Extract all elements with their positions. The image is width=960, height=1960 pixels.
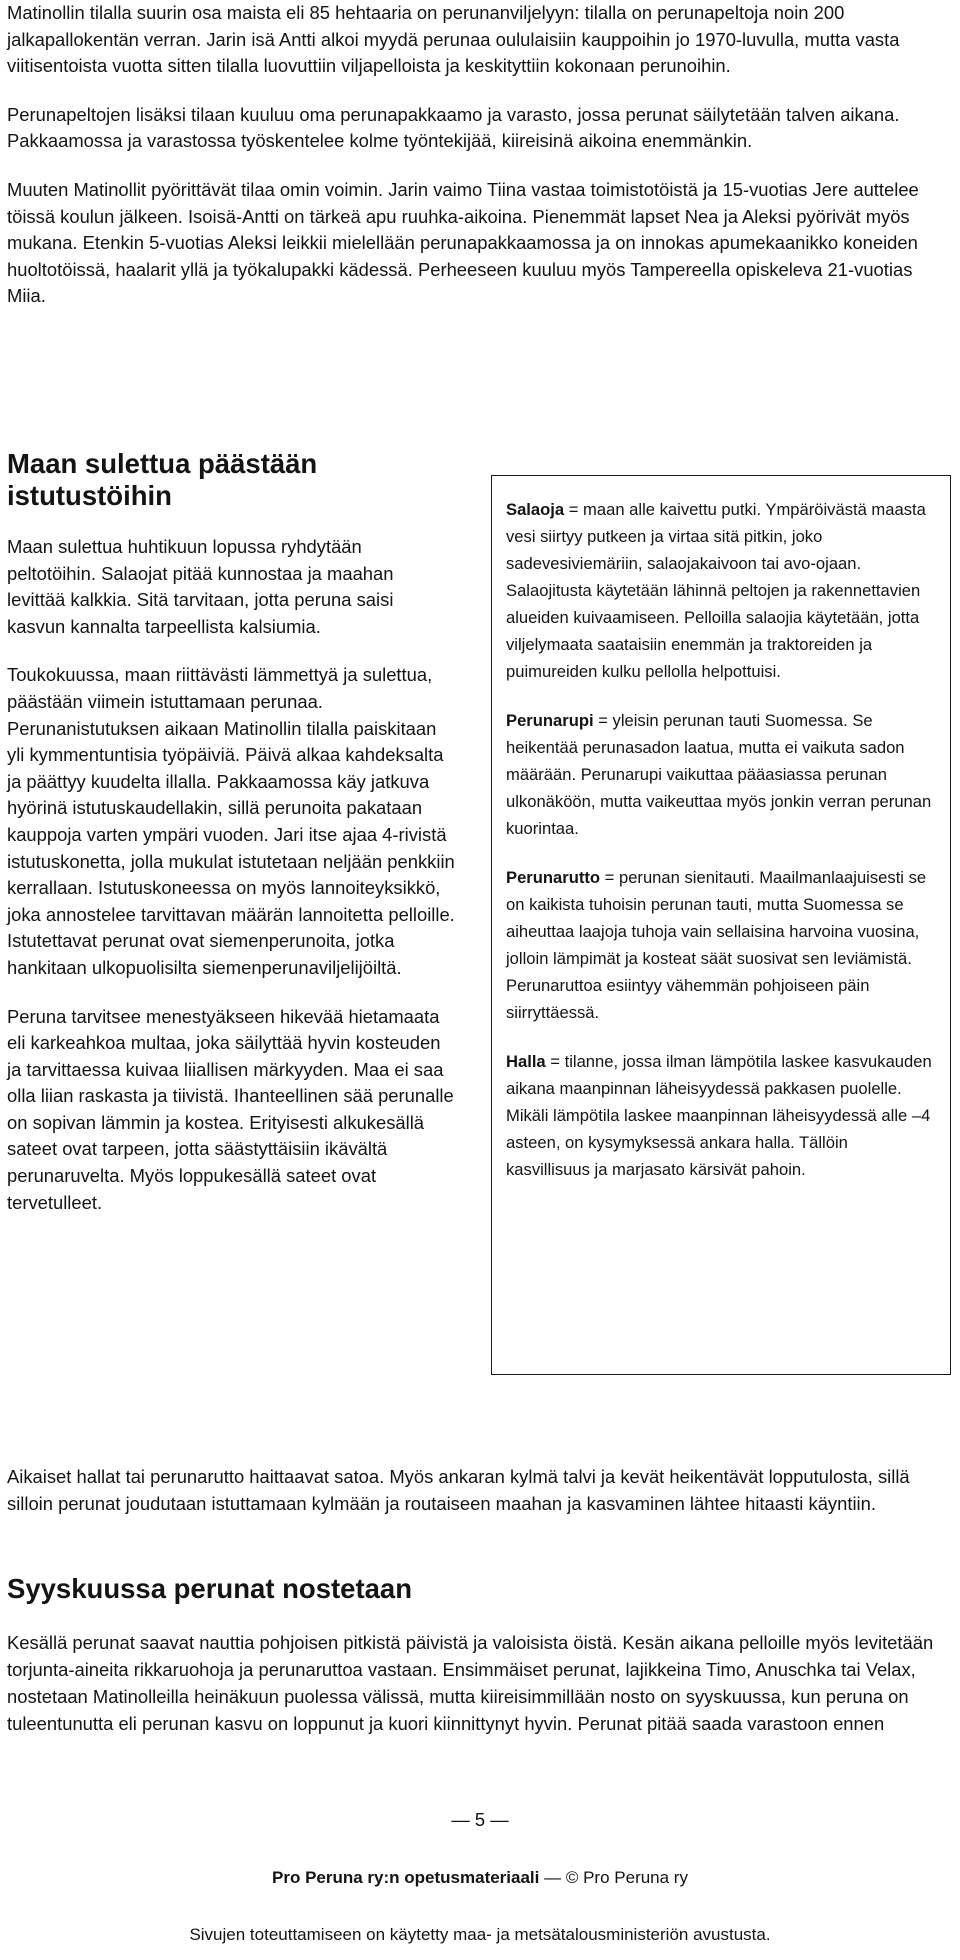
publisher-label: Pro Peruna ry:n opetusmateriaali xyxy=(272,1868,540,1887)
harvest-paragraph: Kesällä perunat saavat nauttia pohjoisen pitkistä päivistä ja valoisista öistä. Kesän aikana pelloille myös levitetään torjunta-aineita rikkaruohoja ja perunaruttoa vastaan. Ensimmäiset perunat, lajikkeina Timo, Anuschka tai Velax, nostetaan Matinolleilla heinäkuun puolessa välissä, mutta kiireisimmillään nosto on syyskuussa, kun peruna on tuleentunutta eli perunan kasvu on loppunut ja kuori kiinnittynyt hyvin. Perunat pitää saada varastoon ennen xyxy=(7,1632,934,1734)
glossary-definition: tilanne, jossa ilman lämpötila laskee kasvukauden aikana maanpinnan läheisyydessä pakkasen puolelle. Mikäli lämpötila laskee maanpinnan läheisyydessä alle –4 asteen, on kysymyksessä ankara halla. Tällöin kasvillisuus ja marjasato kärsivät pahoin. xyxy=(506,1052,932,1179)
glossary-box xyxy=(491,475,951,1375)
planting-paragraph-3: Peruna tarvitsee menestyäkseen hikevää hietamaata eli karkeahkoa multaa, joka säilyttää hyvin kosteuden ja tarvittaessa kuivaa liiallisen märkyyden. Maa ei saa olla liian raskasta ja tiivistä. Ihanteellinen sää perunalle on sopivan lämmin ja kostea. Erityisesti alkukesällä sateet ovat tarpeen, jotta säästyttäisiin ikävältä perunaruvelta. Myös loppukesällä sateet ovat tervetulleet. xyxy=(7,1005,454,1213)
footer-dash: — xyxy=(539,1868,566,1887)
glossary-term: Salaoja xyxy=(506,500,565,519)
glossary-separator: = xyxy=(600,868,619,887)
glossary-term: Perunarupi xyxy=(506,711,594,730)
copyright-label: © Pro Peruna ry xyxy=(565,1868,688,1887)
page-number: — 5 — xyxy=(451,1809,509,1830)
glossary-term: Halla xyxy=(506,1052,546,1071)
intro-paragraph-1: Matinollin tilalla suurin osa maista eli 85 hehtaaria on perunanviljelyyn: tilalla on perunapeltoja noin 200 jalkapallokentän verran. Jarin isä Antti alkoi myydä perunaa oululaisiin kauppoihin jo 1970-luvulla, mutta vasta viitisentoista vuotta sitten tilalla luovuttiin viljapelloista ja keskityttiin kokonaan perunoihin. xyxy=(7,2,900,77)
harvest-section xyxy=(7,1573,947,1737)
glossary-item xyxy=(506,864,932,1026)
glossary-separator: = xyxy=(564,500,584,519)
glossary-item xyxy=(506,1048,932,1183)
frost-paragraph: Aikaiset hallat tai perunarutto haittaavat satoa. Myös ankaran kylmä talvi ja kevät heikentävät lopputulosta, sillä silloin perunat joudutaan istuttamaan kylmään ja routaiseen maahan ja kasvaminen lähtee hitaasti käyntiin. xyxy=(7,1466,910,1514)
section-heading: Maan sulettua päästään istutustöihin xyxy=(7,448,318,511)
planting-paragraph-1: Maan sulettua huhtikuun lopussa ryhdytään peltotöihin. Salaojat pitää kunnostaa ja maahan levittää kalkkia. Sitä tarvitaan, jotta peruna saisi kasvun kannalta tarpeellista kalsiumia. xyxy=(7,536,394,637)
footer-credits xyxy=(0,1868,960,1888)
glossary-definition: yleisin perunan tauti Suomessa. Se heikentää perunasadon laatua, mutta ei vaikuta sadon määrään. Perunarupi vaikuttaa pääasiassa perunan ulkonäköön, mutta vaikeuttaa myös jonkin verran perunan kuorintaa. xyxy=(506,711,932,838)
intro-paragraph-2: Perunapeltojen lisäksi tilaan kuuluu oma perunapakkaamo ja varasto, jossa perunat säilytetään talven aikana. Pakkaamossa ja varastossa työskentelee kolme työntekijää, kiireisinä aikoina enemmänkin. xyxy=(7,103,900,152)
glossary-separator: = xyxy=(593,711,613,730)
glossary-separator: = xyxy=(545,1052,565,1071)
glossary-definition: perunan sienitauti. Maailmanlaajuisesti se on kaikista tuhoisin perunan tauti, mutta Suomessa se aiheuttaa laajoja tuhoja vain sellaisina harvoina vuosina, jolloin lämpimät ja kosteat säät suosivat sen leviämistä. Perunaruttoa esiintyy vähemmän pohjoiseen päin siirryttäessä. xyxy=(506,868,927,1022)
section-heading: Syyskuussa perunat nostetaan xyxy=(7,1573,413,1604)
glossary-item xyxy=(506,707,932,842)
frost-paragraph-container xyxy=(7,1463,942,1517)
planting-section xyxy=(7,448,455,1238)
glossary-term: Perunarutto xyxy=(506,868,601,887)
glossary-definition: maan alle kaivettu putki. Ympäröivästä maasta vesi siirtyy putkeen ja virtaa sitä pitkin, joko sadevesiviemäriin, salaojakaivoon tai avo-ojaan. Salaojitusta käytetään lähinnä peltojen ja rakennettavien alueiden kuivaamiseen. Pelloilla salaojia käytetään, jotta viljelymaata saataisiin enemmän ja traktoreiden ja puimureiden kulku pellolla helpottuisi. xyxy=(506,500,926,681)
funding-note: Sivujen toteuttamiseen on käytetty maa- ja metsätalousministeriön avustusta. xyxy=(189,1925,771,1944)
intro-paragraph-3: Muuten Matinollit pyörittävät tilaa omin voimin. Jarin vaimo Tiina vastaa toimistotöistä ja 15-vuotias Jere auttelee töissä koulun jälkeen. Isoisä-Antti on tärkeä apu ruuhka-aikoina. Pienemmät lapset Nea ja Aleksi pyörivät myös mukana. Etenkin 5-vuotias Aleksi leikkii mielellään perunapakkaamossa ja on innokas apumekaanikko koneiden huoltotöissä, haalarit yllä ja työkalupakki kädessä. Perheeseen kuuluu myös Tampereella opiskeleva 21-vuotias Miia. xyxy=(7,178,919,307)
intro-section xyxy=(7,0,927,332)
planting-paragraph-2: Toukokuussa, maan riittävästi lämmettyä ja sulettua, päästään viimein istuttamaan perunaa. Perunanistutuksen aikaan Matinollin tilalla paiskitaan yli kymmentuntisia työpäiviä. Päivä alkaa kahdeksalta ja päättyy kuudelta illalla. Pakkaamossa käy jatkuva hyörinä istutuskaudellakin, sillä perunoita pakataan kauppoja varten ympäri vuoden. Jari itse ajaa 4-rivistä istutuskonetta, jolla mukulat istutetaan neljään penkkiin kerrallaan. Istutuskoneessa on myös lannoiteyksikkö, joka annostelee tarvittavan määrän lannoitetta pelloille. Istutettavat perunat ovat siemenperunoita, jotka hankitaan ulkopuolisilta siemenperunaviljelijöiltä. xyxy=(7,664,455,978)
glossary-item xyxy=(506,496,932,685)
